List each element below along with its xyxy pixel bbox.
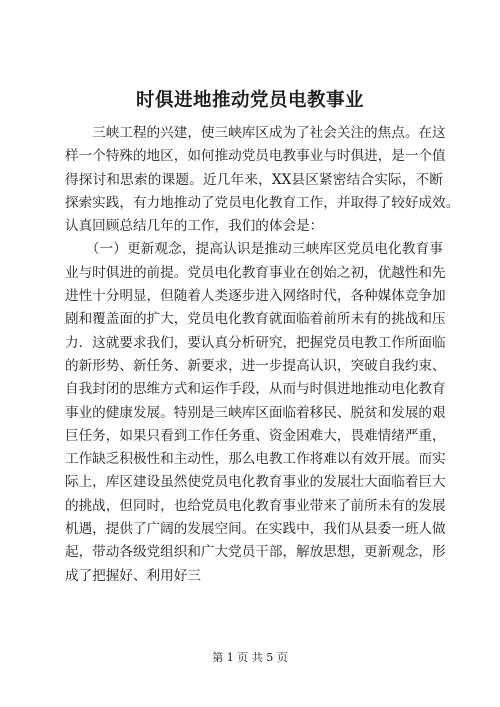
body-text-line: 探索实践，有力地推动了党员电化教育工作，并取得了较好成效。 xyxy=(65,194,460,211)
body-text-line: 剧和覆盖面的扩大，党员电化教育就面临着前所未有的挑战和压 xyxy=(65,311,446,328)
body-text-line: 事业的健康发展。特别是三峡库区面临着移民、脱贫和发展的艰 xyxy=(65,404,446,421)
body-text-line: 力．这就要求我们，要认真分析研究，把握党员电教工作所面临 xyxy=(65,334,446,351)
body-text-line: 进性十分明显，但随着人类逐步进入网络时代，各种媒体竞争加 xyxy=(65,288,446,305)
body-text-line: 业与时俱进的前提。党员电化教育事业在创始之初，优越性和先 xyxy=(65,264,446,281)
body-text-line: 巨任务，如果只看到工作任务重、资金困难大，畏难情绪严重， xyxy=(65,427,446,444)
body-text-line: 的新形势、新任务、新要求，进一步提高认识，突破自我约束、 xyxy=(65,357,446,374)
body-text-line: 际上，库区建设虽然使党员电化教育事业的发展壮大面临着巨大 xyxy=(65,474,446,491)
document-title: 时俱进地推动党员电教事业 xyxy=(135,90,364,111)
body-text-line: 认真回顾总结几年的工作，我们的体会是： xyxy=(65,218,324,235)
body-text-line: 成了把握好、利用好三 xyxy=(65,567,201,584)
body-text-line: 得探讨和思索的课题。近几年来，XX县区紧密结合实际，不断 xyxy=(65,171,443,188)
body-text-line: 的挑战，但同时，也给党员电化教育事业带来了前所未有的发展 xyxy=(65,497,446,514)
body-text-line: 自我封闭的思维方式和运作手段，从而与时俱进地推动电化教育 xyxy=(65,381,446,398)
body-text-line: 工作缺乏积极性和主动性，那么电教工作将难以有效开展。而实 xyxy=(65,451,446,468)
body-text-line: 三峡工程的兴建，使三峡库区成为了社会关注的焦点。在这 xyxy=(65,125,446,141)
document-body xyxy=(65,122,460,588)
body-text-line: 起，带动各级党组织和广大党员干部，解放思想，更新观念，形 xyxy=(65,544,446,561)
body-text-line: （一）更新观念，提高认识是推动三峡库区党员电化教育事 xyxy=(65,241,443,258)
page-footer: 第 1 页 共 5 页 xyxy=(212,651,288,664)
body-text-line: 样一个特殊的地区，如何推动党员电教事业与时俱进，是一个值 xyxy=(65,148,446,165)
body-text-line: 机遇，提供了广阔的发展空间。在实践中，我们从县委一班人做 xyxy=(65,521,446,538)
